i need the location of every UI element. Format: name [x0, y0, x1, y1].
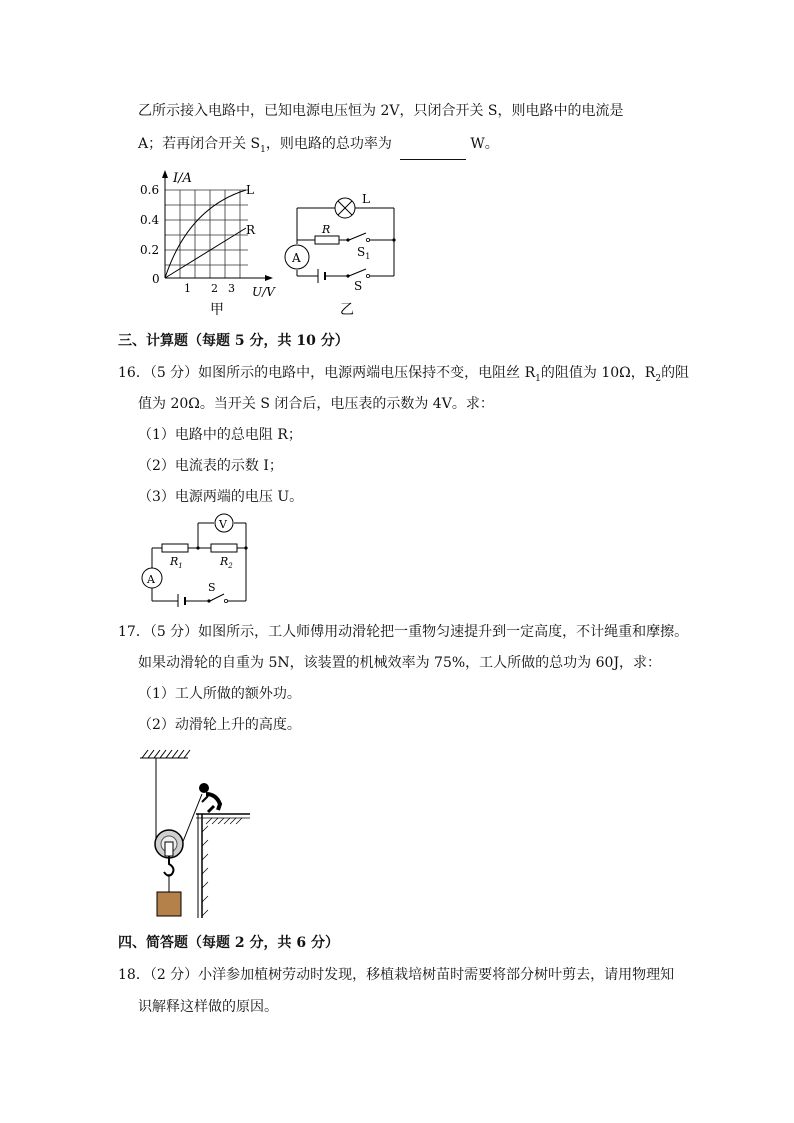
q15-line2-sub: 1 — [260, 144, 266, 155]
graph-caption: 甲 — [210, 302, 224, 318]
ytick-0: 0 — [152, 272, 160, 286]
q18-line2: 识解释这样做的原因。 — [138, 999, 278, 1015]
lamp-icon — [335, 198, 355, 218]
circuit-q16 — [138, 513, 256, 607]
ammeter-label: A — [147, 573, 155, 586]
pulley-icon — [155, 830, 183, 858]
q15-line2-c: W。 — [470, 136, 499, 152]
q17-line2: 如果动滑轮的自重为 5N，该装置的机械效率为 75%，工人所做的总功为 60J，求： — [138, 655, 662, 671]
ytick-04: 0.4 — [140, 213, 160, 227]
r1-letter: R — [170, 555, 179, 568]
line-R-label: R — [246, 223, 256, 237]
ceiling-icon — [140, 750, 190, 758]
ytick-06: 0.6 — [140, 183, 160, 197]
switch-s-label: S — [354, 279, 363, 293]
q17-line1: 17．（5 分）如图所示，工人师傅用动滑轮把一重物匀速提升到一定高度，不计绳重和摩擦。 — [118, 624, 689, 640]
q16-line1-b: 的阻值为 10Ω，R — [540, 365, 656, 381]
resistor-r2-icon — [211, 544, 237, 552]
circuit-caption: 乙 — [340, 302, 354, 318]
switch-icon — [207, 594, 227, 603]
q16-line1-a: 16．（5 分）如图所示的电路中，电源两端电压保持不变，电阻丝 R — [118, 365, 536, 381]
iu-graph — [138, 168, 288, 318]
r2-letter: R — [220, 555, 229, 568]
q15-line2-a: A；若再闭合开关 S — [138, 136, 261, 152]
line-R — [165, 228, 246, 278]
r2-label — [219, 555, 233, 570]
q16-line1-c: 的阻 — [661, 365, 690, 381]
circuit-yi — [280, 186, 410, 320]
battery-icon — [318, 269, 325, 283]
pulley-figure — [136, 746, 256, 921]
switch-s-icon — [346, 269, 369, 278]
xtick-1: 1 — [184, 282, 191, 295]
q17-sub1: （1）工人所做的额外功。 — [138, 686, 301, 702]
resistor-r1-icon — [162, 544, 188, 552]
xtick-3: 3 — [228, 282, 235, 295]
q16-sub2: （2）电流表的示数 I； — [138, 458, 283, 474]
weight-box-icon — [157, 892, 181, 916]
junction-dot-1 — [196, 546, 199, 549]
section3-title: 三、计算题（每题 5 分，共 10 分） — [118, 333, 349, 349]
switch-s1-icon — [346, 233, 369, 242]
q15-line1: 乙所示接入电路中，已知电源电压恒为 2V，只闭合开关 S，则电路中的电流是 — [138, 103, 624, 119]
ledge-wall-icon — [196, 814, 250, 918]
junction-dot-2 — [244, 546, 247, 549]
q17-sub2: （2）动滑轮上升的高度。 — [138, 717, 301, 733]
resistor-label: R — [322, 223, 331, 236]
y-axis-label: I/A — [173, 171, 192, 186]
lamp-label: L — [362, 192, 370, 206]
ytick-02: 0.2 — [140, 243, 160, 257]
q16-line1 — [118, 363, 689, 389]
r1-sub: 1 — [178, 562, 183, 570]
x-axis-label: U/V — [252, 285, 275, 299]
ammeter-label: A — [292, 251, 301, 265]
resistor-icon — [315, 236, 339, 244]
hook-icon — [164, 856, 173, 876]
q16-line2: 值为 20Ω。当开关 S 闭合后，电压表的示数为 4V。求： — [138, 396, 494, 412]
q16-sub1: （1）电路中的总电阻 R； — [138, 427, 302, 443]
y-axis-arrow-icon — [162, 170, 168, 178]
answer-blank — [400, 145, 466, 160]
r1-label — [169, 555, 183, 570]
curve-L-label: L — [246, 183, 254, 197]
q16-line1-sub1: 1 — [535, 373, 541, 384]
switch-label: S — [208, 581, 216, 594]
voltmeter-label: V — [219, 518, 227, 531]
q15-line2 — [138, 134, 499, 160]
switch-s1-label — [357, 245, 370, 261]
r2-sub: 2 — [228, 562, 233, 570]
q16-sub3: （3）电源两端的电压 U。 — [138, 489, 304, 505]
section4-title: 四、简答题（每题 2 分，共 6 分） — [118, 935, 339, 951]
worker-icon — [199, 783, 220, 812]
switch-s1-sub: 1 — [365, 252, 371, 261]
switch-s1-letter: S — [357, 245, 366, 259]
battery-icon — [178, 594, 185, 607]
q18-line1: 18．（2 分）小洋参加植树劳动时发现，移植栽培树苗时需要将部分树叶剪去，请用物理知 — [118, 967, 675, 983]
x-axis-arrow-icon — [265, 275, 273, 281]
junction-dot — [392, 238, 395, 241]
xtick-2: 2 — [211, 282, 218, 295]
q15-line2-b: ，则电路的总功率为 — [265, 136, 392, 152]
q16-line1-sub2: 2 — [655, 373, 662, 384]
